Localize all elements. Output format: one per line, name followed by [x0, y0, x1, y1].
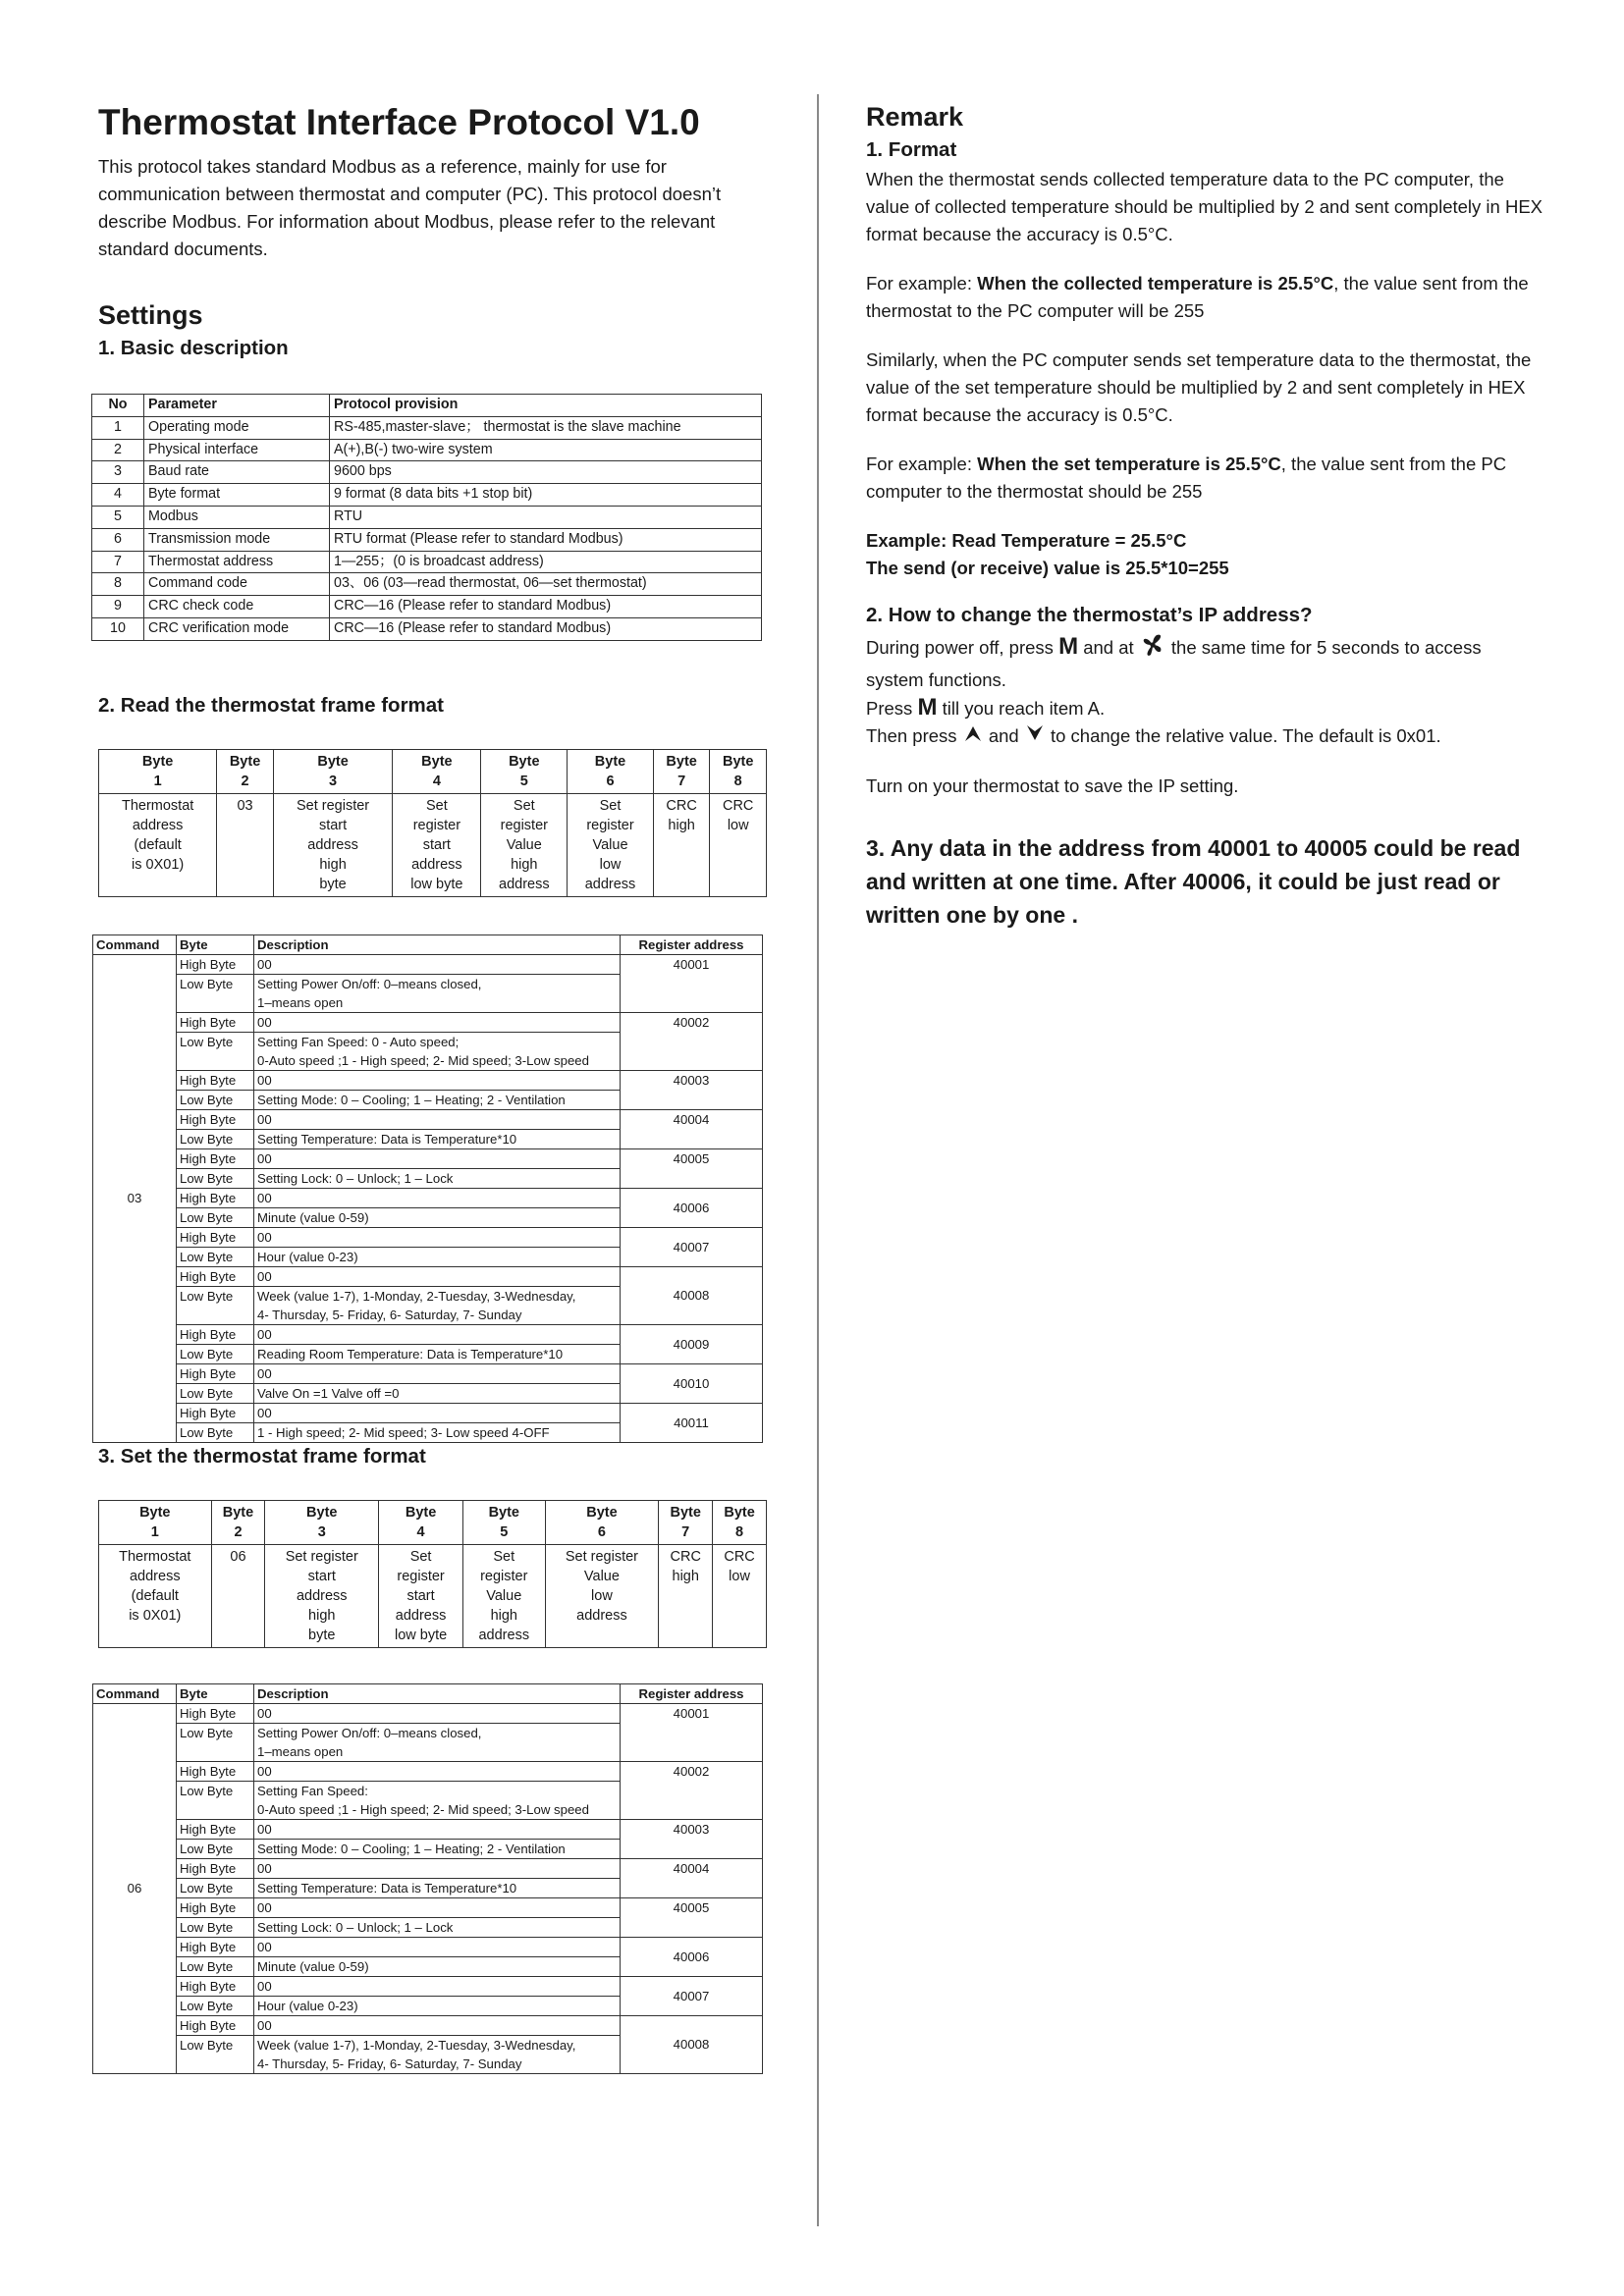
basic-description-table [91, 394, 762, 641]
frame-byte-cell: CRC high [653, 793, 710, 896]
row-parameter: Baud rate [144, 461, 330, 484]
col-header-command: Command [93, 934, 177, 954]
register-address: 40003 [621, 1819, 763, 1858]
byte-cell: Low Byte [177, 1344, 254, 1363]
byte-cell: High Byte [177, 1109, 254, 1129]
description-cell: 00 [254, 1188, 621, 1207]
frame-byte-cell: Set register start address low byte [379, 1544, 463, 1647]
description-cell: 00 [254, 1266, 621, 1286]
byte-cell: Low Byte [177, 1723, 254, 1761]
row-parameter: Command code [144, 573, 330, 596]
m-key-icon: M [1058, 632, 1079, 660]
byte-cell: Low Byte [177, 1032, 254, 1070]
table-row [93, 954, 763, 974]
byte-cell: High Byte [177, 1324, 254, 1344]
row-number: 6 [92, 528, 144, 551]
table-row [92, 461, 762, 484]
fan-icon [1139, 631, 1166, 667]
example-bold: When the set temperature is 25.5°C [977, 454, 1281, 474]
page-title: Thermostat Interface Protocol V1.0 [98, 102, 700, 142]
byte-cell: High Byte [177, 1188, 254, 1207]
frame-byte-header: Byte 3 [265, 1500, 379, 1544]
format-example-1 [866, 270, 1543, 325]
frame-byte-header: Byte 6 [545, 1500, 659, 1544]
description-cell: 00 [254, 1109, 621, 1129]
description-cell: Setting Mode: 0 – Cooling; 1 – Heating; 2 - Ventilation [254, 1839, 621, 1858]
byte-cell: Low Byte [177, 1090, 254, 1109]
frame-byte-header: Byte 2 [217, 749, 274, 793]
table-row [93, 1897, 763, 1917]
row-provision: 9 format (8 data bits +1 stop bit) [330, 484, 762, 507]
table-row [92, 484, 762, 507]
table-row [92, 528, 762, 551]
byte-cell: High Byte [177, 1703, 254, 1723]
read-write-rule: 3. Any data in the address from 40001 to 40005 could be read and written at one time. After 40006, it could be just read or written one by one . [866, 835, 1521, 929]
frame-byte-header: Byte 1 [99, 749, 217, 793]
table-row [93, 1363, 763, 1383]
frame-byte-cell: 03 [217, 793, 274, 896]
row-provision: RS-485,master-slave； thermostat is the slave machine [330, 416, 762, 439]
description-cell: 00 [254, 1363, 621, 1383]
ip-instruction-line-2: system functions. [866, 669, 1006, 690]
format-paragraph-2: Similarly, when the PC computer sends set temperature data to the thermostat, the value of the set temperature should be multiplied by 2 and sent completely in HEX format because the accuracy is 0.5°C. [866, 349, 1532, 425]
ip-text: till you reach item A. [937, 698, 1106, 719]
byte-cell: High Byte [177, 1148, 254, 1168]
table-row [93, 1324, 763, 1344]
frame-byte-cell: CRC low [713, 1544, 767, 1647]
format-example-2 [866, 451, 1543, 506]
read-frame-heading: 2. Read the thermostat frame format [98, 693, 445, 717]
description-cell: Setting Temperature: Data is Temperature*10 [254, 1129, 621, 1148]
intro-paragraph: This protocol takes standard Modbus as a reference, mainly for use for communication between thermostat and computer (PC). This protocol doesn’t describe Modbus. For information about Modbus, please refer to the relevant standard documents. [98, 156, 722, 259]
frame-byte-cell: Thermostat address (default is 0X01) [99, 793, 217, 896]
frame-byte-header: Byte 4 [379, 1500, 463, 1544]
example-send-value: The send (or receive) value is 25.5*10=255 [866, 558, 1229, 578]
byte-cell: High Byte [177, 2015, 254, 2035]
ip-address-heading: 2. How to change the thermostat’s IP address? [866, 604, 1313, 626]
table-row [93, 1703, 763, 1723]
byte-cell: High Byte [177, 1227, 254, 1247]
row-provision: CRC—16 (Please refer to standard Modbus) [330, 596, 762, 618]
byte-cell: Low Byte [177, 1781, 254, 1819]
register-address: 40002 [621, 1761, 763, 1819]
byte-cell: High Byte [177, 1937, 254, 1956]
description-cell: Setting Lock: 0 – Unlock; 1 – Lock [254, 1917, 621, 1937]
row-parameter: Operating mode [144, 416, 330, 439]
description-cell: 00 [254, 1012, 621, 1032]
col-header-command: Command [93, 1683, 177, 1703]
byte-cell: Low Byte [177, 974, 254, 1012]
frame-byte-cell: CRC low [710, 793, 767, 896]
table-row [93, 1976, 763, 1996]
col-header-description: Description [254, 1683, 621, 1703]
description-cell: 00 [254, 1897, 621, 1917]
table-row [93, 1819, 763, 1839]
register-address: 40001 [621, 954, 763, 1012]
row-number: 2 [92, 439, 144, 461]
table-row [93, 1858, 763, 1878]
example-prefix: For example: [866, 454, 978, 474]
table-row [93, 1012, 763, 1032]
byte-cell: Low Byte [177, 1129, 254, 1148]
down-arrow-icon [1024, 723, 1046, 751]
description-cell: 00 [254, 2015, 621, 2035]
row-parameter: CRC check code [144, 596, 330, 618]
byte-cell: Low Byte [177, 1207, 254, 1227]
description-cell: 00 [254, 1324, 621, 1344]
row-number: 1 [92, 416, 144, 439]
description-cell: 00 [254, 1227, 621, 1247]
row-number: 5 [92, 506, 144, 528]
set-frame-table [98, 1500, 767, 1648]
description-cell: 00 [254, 954, 621, 974]
read-command-table [92, 934, 763, 1443]
table-row [93, 1266, 763, 1286]
byte-cell: High Byte [177, 1070, 254, 1090]
register-address: 40002 [621, 1012, 763, 1070]
ip-instruction-line-4 [866, 722, 1543, 751]
frame-byte-header: Byte 2 [211, 1500, 265, 1544]
byte-cell: High Byte [177, 1363, 254, 1383]
table-row [92, 416, 762, 439]
row-provision: RTU format (Please refer to standard Modbus) [330, 528, 762, 551]
description-cell: Setting Mode: 0 – Cooling; 1 – Heating; 2 - Ventilation [254, 1090, 621, 1109]
byte-cell: Low Byte [177, 1878, 254, 1897]
description-cell: 00 [254, 1403, 621, 1422]
column-divider [817, 94, 819, 2226]
register-address: 40006 [621, 1937, 763, 1976]
table-row [93, 1188, 763, 1207]
description-cell: Minute (value 0-59) [254, 1956, 621, 1976]
basic-description-heading: 1. Basic description [98, 337, 289, 359]
ip-text: the same time for 5 seconds to access [1165, 636, 1482, 658]
ip-instruction-line-3 [866, 694, 1543, 722]
description-cell: Valve On =1 Valve off =0 [254, 1383, 621, 1403]
description-cell: Week (value 1-7), 1-Monday, 2-Tuesday, 3-Wednesday, 4- Thursday, 5- Friday, 6- Saturday, 7- Sunday [254, 1286, 621, 1324]
ip-text: to change the relative value. The default is 0x01. [1045, 725, 1441, 746]
description-cell: Setting Temperature: Data is Temperature*10 [254, 1878, 621, 1897]
table-row [93, 1937, 763, 1956]
description-cell: Setting Power On/off: 0–means closed, 1–means open [254, 1723, 621, 1761]
up-arrow-icon [962, 723, 984, 751]
example-read-temperature: Example: Read Temperature = 25.5°C [866, 530, 1187, 551]
byte-cell: Low Byte [177, 1996, 254, 2015]
set-frame-heading: 3. Set the thermostat frame format [98, 1444, 426, 1468]
register-address: 40004 [621, 1109, 763, 1148]
description-cell: 1 - High speed; 2- Mid speed; 3- Low speed 4-OFF [254, 1422, 621, 1442]
register-address: 40001 [621, 1703, 763, 1761]
byte-cell: High Byte [177, 1976, 254, 1996]
table-row [92, 439, 762, 461]
remark-heading: Remark [866, 102, 964, 132]
frame-byte-header: Byte 5 [481, 749, 568, 793]
frame-byte-cell: Set register Value low address [568, 793, 654, 896]
ip-text: Then press [866, 725, 962, 746]
frame-byte-header: Byte 8 [710, 749, 767, 793]
description-cell: 00 [254, 1761, 621, 1781]
description-cell: 00 [254, 1976, 621, 1996]
description-cell: Setting Fan Speed: 0-Auto speed ;1 - High speed; 2- Mid speed; 3-Low speed [254, 1781, 621, 1819]
frame-byte-header: Byte 5 [463, 1500, 546, 1544]
example-suffix: , the value sent from the thermostat to the PC computer will be 255 [866, 273, 1529, 321]
frame-byte-header: Byte 6 [568, 749, 654, 793]
row-provision: RTU [330, 506, 762, 528]
table-row [93, 1227, 763, 1247]
table-row [92, 596, 762, 618]
byte-cell: Low Byte [177, 1168, 254, 1188]
format-paragraph-1: When the thermostat sends collected temperature data to the PC computer, the value of collected temperature should be multiplied by 2 and sent completely in HEX format because the accuracy is 0.5°C. [866, 169, 1543, 244]
byte-cell: High Byte [177, 1761, 254, 1781]
byte-cell: High Byte [177, 1858, 254, 1878]
ip-instruction-line-5: Turn on your thermostat to save the IP setting. [866, 775, 1239, 797]
row-provision: A(+),B(-) two-wire system [330, 439, 762, 461]
settings-heading: Settings [98, 300, 203, 330]
register-address: 40008 [621, 1266, 763, 1324]
table-row [93, 2015, 763, 2035]
byte-cell: High Byte [177, 954, 254, 974]
col-header-provision: Protocol provision [330, 395, 762, 417]
description-cell: Minute (value 0-59) [254, 1207, 621, 1227]
byte-cell: Low Byte [177, 1956, 254, 1976]
row-number: 10 [92, 617, 144, 640]
ip-text: and [983, 725, 1024, 746]
register-address: 40005 [621, 1148, 763, 1188]
description-cell: Setting Power On/off: 0–means closed, 1–means open [254, 974, 621, 1012]
byte-cell: Low Byte [177, 2035, 254, 2073]
frame-byte-cell: Thermostat address (default is 0X01) [99, 1544, 212, 1647]
description-cell: 00 [254, 1703, 621, 1723]
row-parameter: Transmission mode [144, 528, 330, 551]
register-address: 40008 [621, 2015, 763, 2073]
ip-text: During power off, press [866, 636, 1059, 658]
col-header-parameter: Parameter [144, 395, 330, 417]
byte-cell: Low Byte [177, 1286, 254, 1324]
description-cell: Setting Lock: 0 – Unlock; 1 – Lock [254, 1168, 621, 1188]
register-address: 40003 [621, 1070, 763, 1109]
format-heading: 1. Format [866, 138, 957, 161]
frame-byte-header: Byte 3 [273, 749, 393, 793]
table-row [92, 506, 762, 528]
left-column [96, 94, 774, 2074]
register-address: 40009 [621, 1324, 763, 1363]
ip-text: and at [1078, 636, 1139, 658]
frame-byte-cell: 06 [211, 1544, 265, 1647]
frame-byte-cell: Set register start address high byte [265, 1544, 379, 1647]
byte-cell: Low Byte [177, 1917, 254, 1937]
frame-byte-cell: CRC high [659, 1544, 713, 1647]
description-cell: 00 [254, 1819, 621, 1839]
description-cell: Hour (value 0-23) [254, 1996, 621, 2015]
byte-cell: High Byte [177, 1403, 254, 1422]
description-cell: 00 [254, 1858, 621, 1878]
row-provision: 9600 bps [330, 461, 762, 484]
row-parameter: Modbus [144, 506, 330, 528]
frame-byte-header: Byte 1 [99, 1500, 212, 1544]
frame-byte-cell: Set register start address high byte [273, 793, 393, 896]
frame-byte-header: Byte 8 [713, 1500, 767, 1544]
col-header-byte: Byte [177, 934, 254, 954]
description-cell: Setting Fan Speed: 0 - Auto speed; 0-Auto speed ;1 - High speed; 2- Mid speed; 3-Low speed [254, 1032, 621, 1070]
table-row [92, 551, 762, 573]
byte-cell: High Byte [177, 1012, 254, 1032]
frame-byte-header: Byte 7 [653, 749, 710, 793]
register-address: 40007 [621, 1227, 763, 1266]
ip-instruction-line-1 [866, 631, 1543, 667]
read-frame-table [98, 749, 767, 897]
row-provision: CRC—16 (Please refer to standard Modbus) [330, 617, 762, 640]
register-address: 40004 [621, 1858, 763, 1897]
frame-byte-cell: Set register Value low address [545, 1544, 659, 1647]
right-column [866, 94, 1543, 932]
row-number: 8 [92, 573, 144, 596]
col-header-no: No [92, 395, 144, 417]
frame-byte-cell: Set register start address low byte [393, 793, 481, 896]
byte-cell: High Byte [177, 1819, 254, 1839]
example-suffix: , the value sent from the PC computer to the thermostat should be 255 [866, 454, 1507, 502]
byte-cell: Low Byte [177, 1422, 254, 1442]
row-parameter: Physical interface [144, 439, 330, 461]
register-address: 40007 [621, 1976, 763, 2015]
row-number: 7 [92, 551, 144, 573]
register-address: 40011 [621, 1403, 763, 1442]
row-number: 4 [92, 484, 144, 507]
col-header-byte: Byte [177, 1683, 254, 1703]
example-prefix: For example: [866, 273, 978, 294]
frame-byte-header: Byte 7 [659, 1500, 713, 1544]
row-provision: 03、06 (03—read thermostat, 06—set thermostat) [330, 573, 762, 596]
description-cell: Hour (value 0-23) [254, 1247, 621, 1266]
table-row [93, 1761, 763, 1781]
frame-byte-header: Byte 4 [393, 749, 481, 793]
byte-cell: Low Byte [177, 1839, 254, 1858]
byte-cell: High Byte [177, 1266, 254, 1286]
col-header-register-address: Register address [621, 934, 763, 954]
row-provision: 1—255；(0 is broadcast address) [330, 551, 762, 573]
example-bold: When the collected temperature is 25.5°C [977, 273, 1334, 294]
register-address: 40010 [621, 1363, 763, 1403]
m-key-icon: M [917, 694, 938, 721]
row-number: 9 [92, 596, 144, 618]
byte-cell: High Byte [177, 1897, 254, 1917]
col-header-register-address: Register address [621, 1683, 763, 1703]
frame-byte-cell: Set register Value high address [463, 1544, 546, 1647]
table-row [93, 1070, 763, 1090]
command-code: 06 [93, 1703, 177, 2073]
table-row [92, 573, 762, 596]
set-command-table [92, 1683, 763, 2074]
register-address: 40005 [621, 1897, 763, 1937]
table-row [93, 1148, 763, 1168]
description-cell: 00 [254, 1148, 621, 1168]
register-address: 40006 [621, 1188, 763, 1227]
description-cell: 00 [254, 1937, 621, 1956]
row-parameter: CRC verification mode [144, 617, 330, 640]
table-row [93, 1109, 763, 1129]
byte-cell: Low Byte [177, 1383, 254, 1403]
ip-text: Press [866, 698, 918, 719]
table-row [92, 617, 762, 640]
table-row [93, 1403, 763, 1422]
description-cell: Reading Room Temperature: Data is Temperature*10 [254, 1344, 621, 1363]
row-parameter: Thermostat address [144, 551, 330, 573]
col-header-description: Description [254, 934, 621, 954]
row-parameter: Byte format [144, 484, 330, 507]
command-code: 03 [93, 954, 177, 1442]
row-number: 3 [92, 461, 144, 484]
description-cell: Week (value 1-7), 1-Monday, 2-Tuesday, 3-Wednesday, 4- Thursday, 5- Friday, 6- Saturday, 7- Sunday [254, 2035, 621, 2073]
byte-cell: Low Byte [177, 1247, 254, 1266]
frame-byte-cell: Set register Value high address [481, 793, 568, 896]
description-cell: 00 [254, 1070, 621, 1090]
